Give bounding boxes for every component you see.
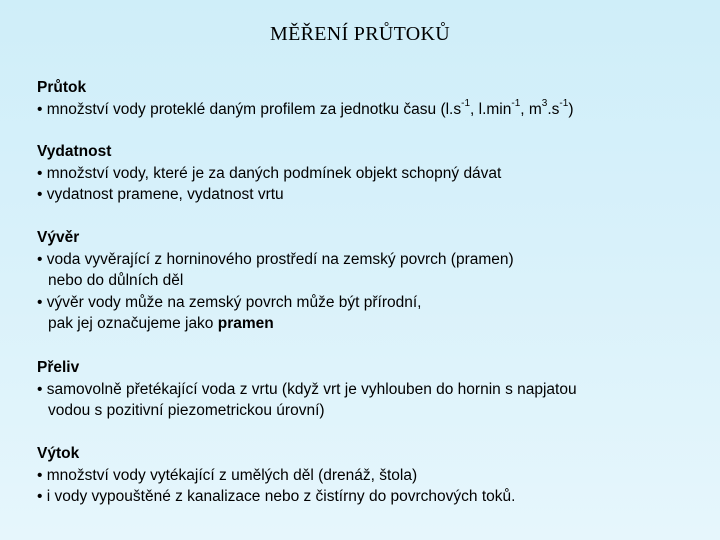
bullet-item: • vývěr vody může na zemský povrch může být přírodní, bbox=[37, 293, 422, 311]
bullet-continuation: vodou s pozitivní piezometrickou úrovní) bbox=[48, 402, 325, 419]
unit-exponent: -1 bbox=[559, 98, 569, 110]
bullet-item: • samovolně přetékající voda z vrtu (když vrt je vyhlouben do hornin s napjatou bbox=[37, 380, 577, 398]
unit-exponent: 3 bbox=[541, 98, 548, 110]
bullet-item: • vydatnost pramene, vydatnost vrtu bbox=[37, 186, 284, 203]
section-vydatnost bbox=[37, 141, 707, 206]
bullet-item: • množství vody, které je za daných podmínek objekt schopný dávat bbox=[37, 164, 502, 182]
section-vyver bbox=[37, 227, 707, 335]
unit-separator: , m bbox=[520, 100, 542, 118]
unit-exponent: -1 bbox=[511, 98, 521, 110]
section-heading: Výtok bbox=[37, 445, 80, 462]
section-heading: Přeliv bbox=[37, 359, 80, 376]
page-title: MĚŘENÍ PRŮTOKŮ bbox=[270, 23, 450, 45]
bullet-continuation bbox=[37, 313, 707, 335]
section-heading: Průtok bbox=[37, 79, 87, 96]
section-heading: Vydatnost bbox=[37, 143, 112, 160]
section-prutok bbox=[37, 77, 707, 120]
bullet-item: • voda vyvěrající z horninového prostředí na zemský povrch (pramen) bbox=[37, 250, 514, 268]
section-vytok bbox=[37, 443, 707, 508]
bullet-text: • množství vody proteklé daným profilem za jednotku času (l.s bbox=[37, 100, 462, 118]
unit-separator: .s bbox=[547, 100, 560, 118]
bullet-item: • i vody vypouštěné z kanalizace nebo z čistírny do povrchových toků. bbox=[37, 488, 516, 505]
section-heading: Vývěr bbox=[37, 229, 80, 246]
section-preliv bbox=[37, 357, 707, 422]
bullet-continuation: nebo do důlních děl bbox=[48, 272, 184, 289]
bullet-item bbox=[37, 99, 707, 121]
continuation-text: pak jej označujeme jako bbox=[48, 315, 218, 332]
unit-exponent: -1 bbox=[461, 98, 471, 110]
emphasis-term: pramen bbox=[217, 315, 274, 332]
bullet-item: • množství vody vytékající z umělých děl (drenáž, štola) bbox=[37, 466, 418, 484]
unit-separator: , l.min bbox=[470, 100, 512, 118]
unit-close: ) bbox=[568, 100, 574, 118]
